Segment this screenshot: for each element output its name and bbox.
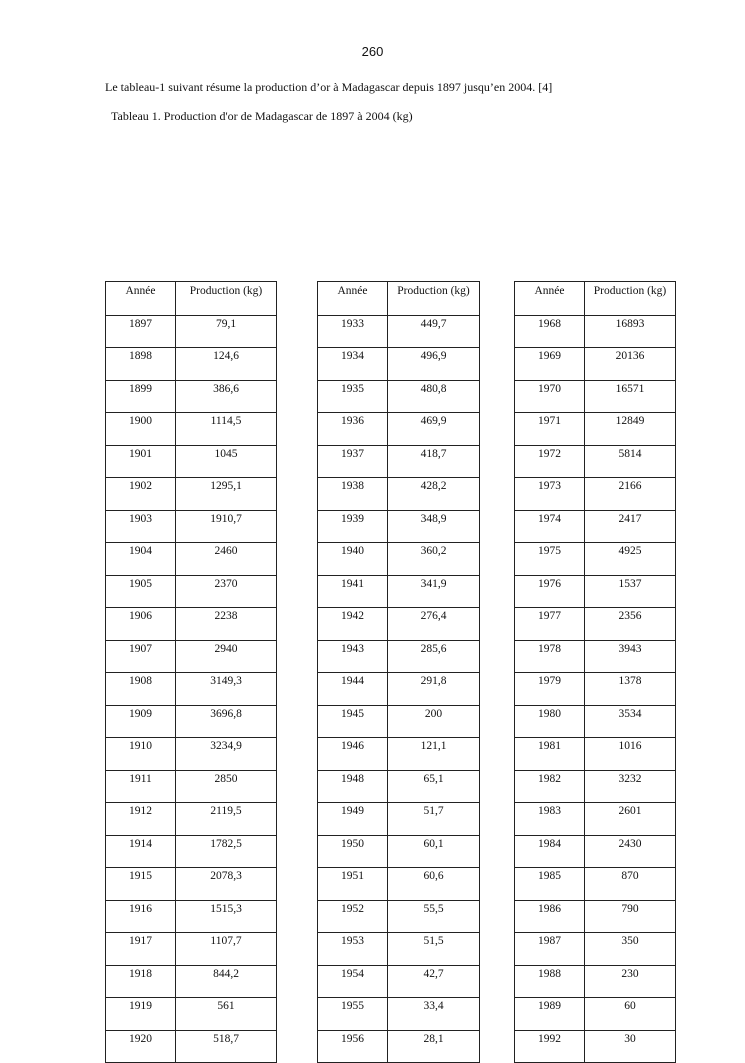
year-cell: 1968 — [515, 315, 585, 348]
table-row — [515, 608, 676, 641]
year-cell: 1992 — [515, 1030, 585, 1063]
production-cell: 3149,3 — [176, 673, 277, 706]
year-cell: 1977 — [515, 608, 585, 641]
production-cell: 20136 — [585, 348, 676, 381]
table-row — [318, 510, 480, 543]
table-row — [318, 575, 480, 608]
production-cell: 42,7 — [388, 965, 480, 998]
year-cell: 1943 — [318, 640, 388, 673]
year-cell: 1951 — [318, 868, 388, 901]
production-cell: 1045 — [176, 445, 277, 478]
table-row — [515, 998, 676, 1031]
year-cell: 1987 — [515, 933, 585, 966]
year-cell: 1908 — [106, 673, 176, 706]
production-cell: 348,9 — [388, 510, 480, 543]
production-column-header: Production (kg) — [585, 282, 676, 316]
production-cell: 230 — [585, 965, 676, 998]
table-row — [106, 315, 277, 348]
year-cell: 1980 — [515, 705, 585, 738]
production-cell: 16893 — [585, 315, 676, 348]
table-row — [515, 770, 676, 803]
year-cell: 1978 — [515, 640, 585, 673]
production-cell: 2166 — [585, 478, 676, 511]
table-row — [318, 933, 480, 966]
table-row — [318, 640, 480, 673]
table-row — [318, 380, 480, 413]
year-column-header: Année — [318, 282, 388, 316]
table-row — [106, 478, 277, 511]
production-cell: 51,5 — [388, 933, 480, 966]
table-row — [318, 770, 480, 803]
year-cell: 1973 — [515, 478, 585, 511]
table-row — [515, 478, 676, 511]
table-row — [318, 900, 480, 933]
year-cell: 1915 — [106, 868, 176, 901]
production-cell: 16571 — [585, 380, 676, 413]
production-cell: 2078,3 — [176, 868, 277, 901]
year-cell: 1903 — [106, 510, 176, 543]
table-row — [318, 543, 480, 576]
year-cell: 1898 — [106, 348, 176, 381]
year-cell: 1949 — [318, 803, 388, 836]
table-caption: Tableau 1. Production d'or de Madagascar de 1897 à 2004 (kg) — [111, 109, 413, 123]
table-row — [318, 738, 480, 771]
production-cell: 2417 — [585, 510, 676, 543]
year-cell: 1981 — [515, 738, 585, 771]
table-row — [318, 965, 480, 998]
production-cell: 2238 — [176, 608, 277, 641]
table-row — [318, 835, 480, 868]
table-row — [515, 575, 676, 608]
table-row — [318, 868, 480, 901]
production-cell: 30 — [585, 1030, 676, 1063]
production-cell: 2430 — [585, 835, 676, 868]
table-row — [318, 673, 480, 706]
year-cell: 1953 — [318, 933, 388, 966]
year-cell: 1906 — [106, 608, 176, 641]
year-cell: 1910 — [106, 738, 176, 771]
year-cell: 1979 — [515, 673, 585, 706]
year-cell: 1936 — [318, 413, 388, 446]
production-cell: 386,6 — [176, 380, 277, 413]
table-row — [515, 315, 676, 348]
table-header-row — [318, 282, 480, 316]
table-row — [106, 868, 277, 901]
year-cell: 1919 — [106, 998, 176, 1031]
production-cell: 55,5 — [388, 900, 480, 933]
production-cell: 121,1 — [388, 738, 480, 771]
year-cell: 1982 — [515, 770, 585, 803]
year-cell: 1948 — [318, 770, 388, 803]
year-cell: 1945 — [318, 705, 388, 738]
table-row — [106, 510, 277, 543]
year-cell: 1907 — [106, 640, 176, 673]
production-cell: 28,1 — [388, 1030, 480, 1063]
production-cell: 1107,7 — [176, 933, 277, 966]
production-cell: 5814 — [585, 445, 676, 478]
year-cell: 1975 — [515, 543, 585, 576]
year-cell: 1897 — [106, 315, 176, 348]
table-row — [106, 575, 277, 608]
year-cell: 1952 — [318, 900, 388, 933]
year-column-header: Année — [106, 282, 176, 316]
year-cell: 1935 — [318, 380, 388, 413]
production-cell: 2850 — [176, 770, 277, 803]
production-cell: 79,1 — [176, 315, 277, 348]
table-row — [106, 770, 277, 803]
production-cell: 360,2 — [388, 543, 480, 576]
production-cell: 200 — [388, 705, 480, 738]
production-cell: 1782,5 — [176, 835, 277, 868]
year-cell: 1917 — [106, 933, 176, 966]
table-row — [318, 315, 480, 348]
production-cell: 350 — [585, 933, 676, 966]
table-row — [515, 348, 676, 381]
table-row — [106, 835, 277, 868]
table-row — [318, 803, 480, 836]
table-row — [106, 1030, 277, 1063]
table-row — [515, 900, 676, 933]
production-cell: 2601 — [585, 803, 676, 836]
production-cell: 2940 — [176, 640, 277, 673]
year-cell: 1912 — [106, 803, 176, 836]
production-cell: 1016 — [585, 738, 676, 771]
table-row — [106, 413, 277, 446]
table-row — [106, 900, 277, 933]
table-row — [318, 705, 480, 738]
year-cell: 1900 — [106, 413, 176, 446]
production-cell: 2460 — [176, 543, 277, 576]
production-cell: 561 — [176, 998, 277, 1031]
intro-paragraph: Le tableau-1 suivant résume la production d’or à Madagascar depuis 1897 jusqu’en 2004. [4] — [105, 80, 553, 94]
year-cell: 1950 — [318, 835, 388, 868]
year-cell: 1956 — [318, 1030, 388, 1063]
page-number: 260 — [361, 44, 384, 59]
production-cell: 3534 — [585, 705, 676, 738]
production-cell: 65,1 — [388, 770, 480, 803]
table-row — [318, 998, 480, 1031]
table-row — [515, 380, 676, 413]
production-cell: 33,4 — [388, 998, 480, 1031]
production-cell: 291,8 — [388, 673, 480, 706]
production-cell: 3234,9 — [176, 738, 277, 771]
table-row — [318, 445, 480, 478]
production-cell: 60 — [585, 998, 676, 1031]
table-row — [106, 543, 277, 576]
year-cell: 1899 — [106, 380, 176, 413]
table-row — [318, 413, 480, 446]
production-cell: 1114,5 — [176, 413, 277, 446]
table-row — [515, 673, 676, 706]
year-cell: 1983 — [515, 803, 585, 836]
table-row — [106, 998, 277, 1031]
production-cell: 60,6 — [388, 868, 480, 901]
year-cell: 1986 — [515, 900, 585, 933]
year-cell: 1944 — [318, 673, 388, 706]
production-cell: 469,9 — [388, 413, 480, 446]
year-cell: 1985 — [515, 868, 585, 901]
year-cell: 1946 — [318, 738, 388, 771]
table-row — [106, 738, 277, 771]
table-row — [515, 933, 676, 966]
production-cell: 4925 — [585, 543, 676, 576]
production-cell: 1537 — [585, 575, 676, 608]
production-cell: 3943 — [585, 640, 676, 673]
year-cell: 1904 — [106, 543, 176, 576]
year-cell: 1970 — [515, 380, 585, 413]
table-row — [515, 640, 676, 673]
production-table-1 — [105, 281, 277, 1063]
year-cell: 1914 — [106, 835, 176, 868]
production-cell: 844,2 — [176, 965, 277, 998]
year-cell: 1989 — [515, 998, 585, 1031]
table-row — [515, 445, 676, 478]
year-cell: 1939 — [318, 510, 388, 543]
table-row — [106, 933, 277, 966]
year-cell: 1955 — [318, 998, 388, 1031]
production-cell: 1378 — [585, 673, 676, 706]
year-cell: 1920 — [106, 1030, 176, 1063]
table-row — [106, 965, 277, 998]
year-cell: 1933 — [318, 315, 388, 348]
table-row — [515, 705, 676, 738]
year-cell: 1984 — [515, 835, 585, 868]
production-cell: 2370 — [176, 575, 277, 608]
year-cell: 1988 — [515, 965, 585, 998]
production-cell: 124,6 — [176, 348, 277, 381]
year-cell: 1938 — [318, 478, 388, 511]
production-cell: 3232 — [585, 770, 676, 803]
production-table-3 — [514, 281, 676, 1063]
production-cell: 1295,1 — [176, 478, 277, 511]
table-row — [515, 803, 676, 836]
table-row — [106, 705, 277, 738]
year-cell: 1911 — [106, 770, 176, 803]
production-cell: 2356 — [585, 608, 676, 641]
production-table-2 — [317, 281, 480, 1063]
table-row — [106, 608, 277, 641]
year-cell: 1902 — [106, 478, 176, 511]
year-cell: 1942 — [318, 608, 388, 641]
table-row — [515, 965, 676, 998]
production-cell: 418,7 — [388, 445, 480, 478]
production-cell: 496,9 — [388, 348, 480, 381]
production-cell: 518,7 — [176, 1030, 277, 1063]
year-cell: 1916 — [106, 900, 176, 933]
production-cell: 428,2 — [388, 478, 480, 511]
table-row — [515, 413, 676, 446]
table-row — [318, 608, 480, 641]
table-row — [515, 1030, 676, 1063]
year-cell: 1972 — [515, 445, 585, 478]
table-row — [515, 868, 676, 901]
table-row — [515, 543, 676, 576]
production-cell: 1515,3 — [176, 900, 277, 933]
production-cell: 449,7 — [388, 315, 480, 348]
production-column-header: Production (kg) — [388, 282, 480, 316]
year-cell: 1940 — [318, 543, 388, 576]
table-row — [515, 835, 676, 868]
table-row — [106, 640, 277, 673]
table-row — [106, 803, 277, 836]
table-header-row — [515, 282, 676, 316]
production-cell: 341,9 — [388, 575, 480, 608]
table-row — [318, 348, 480, 381]
year-cell: 1976 — [515, 575, 585, 608]
table-row — [515, 510, 676, 543]
year-cell: 1918 — [106, 965, 176, 998]
production-cell: 870 — [585, 868, 676, 901]
table-row — [106, 380, 277, 413]
year-cell: 1954 — [318, 965, 388, 998]
table-row — [106, 445, 277, 478]
production-cell: 285,6 — [388, 640, 480, 673]
year-cell: 1905 — [106, 575, 176, 608]
production-cell: 790 — [585, 900, 676, 933]
year-cell: 1969 — [515, 348, 585, 381]
production-cell: 3696,8 — [176, 705, 277, 738]
table-header-row — [106, 282, 277, 316]
production-column-header: Production (kg) — [176, 282, 277, 316]
year-column-header: Année — [515, 282, 585, 316]
year-cell: 1971 — [515, 413, 585, 446]
year-cell: 1974 — [515, 510, 585, 543]
production-cell: 2119,5 — [176, 803, 277, 836]
production-cell: 1910,7 — [176, 510, 277, 543]
year-cell: 1934 — [318, 348, 388, 381]
year-cell: 1909 — [106, 705, 176, 738]
production-cell: 12849 — [585, 413, 676, 446]
year-cell: 1941 — [318, 575, 388, 608]
production-cell: 60,1 — [388, 835, 480, 868]
production-cell: 276,4 — [388, 608, 480, 641]
table-row — [106, 673, 277, 706]
year-cell: 1901 — [106, 445, 176, 478]
table-row — [515, 738, 676, 771]
table-row — [106, 348, 277, 381]
table-row — [318, 1030, 480, 1063]
production-cell: 480,8 — [388, 380, 480, 413]
table-row — [318, 478, 480, 511]
year-cell: 1937 — [318, 445, 388, 478]
production-cell: 51,7 — [388, 803, 480, 836]
